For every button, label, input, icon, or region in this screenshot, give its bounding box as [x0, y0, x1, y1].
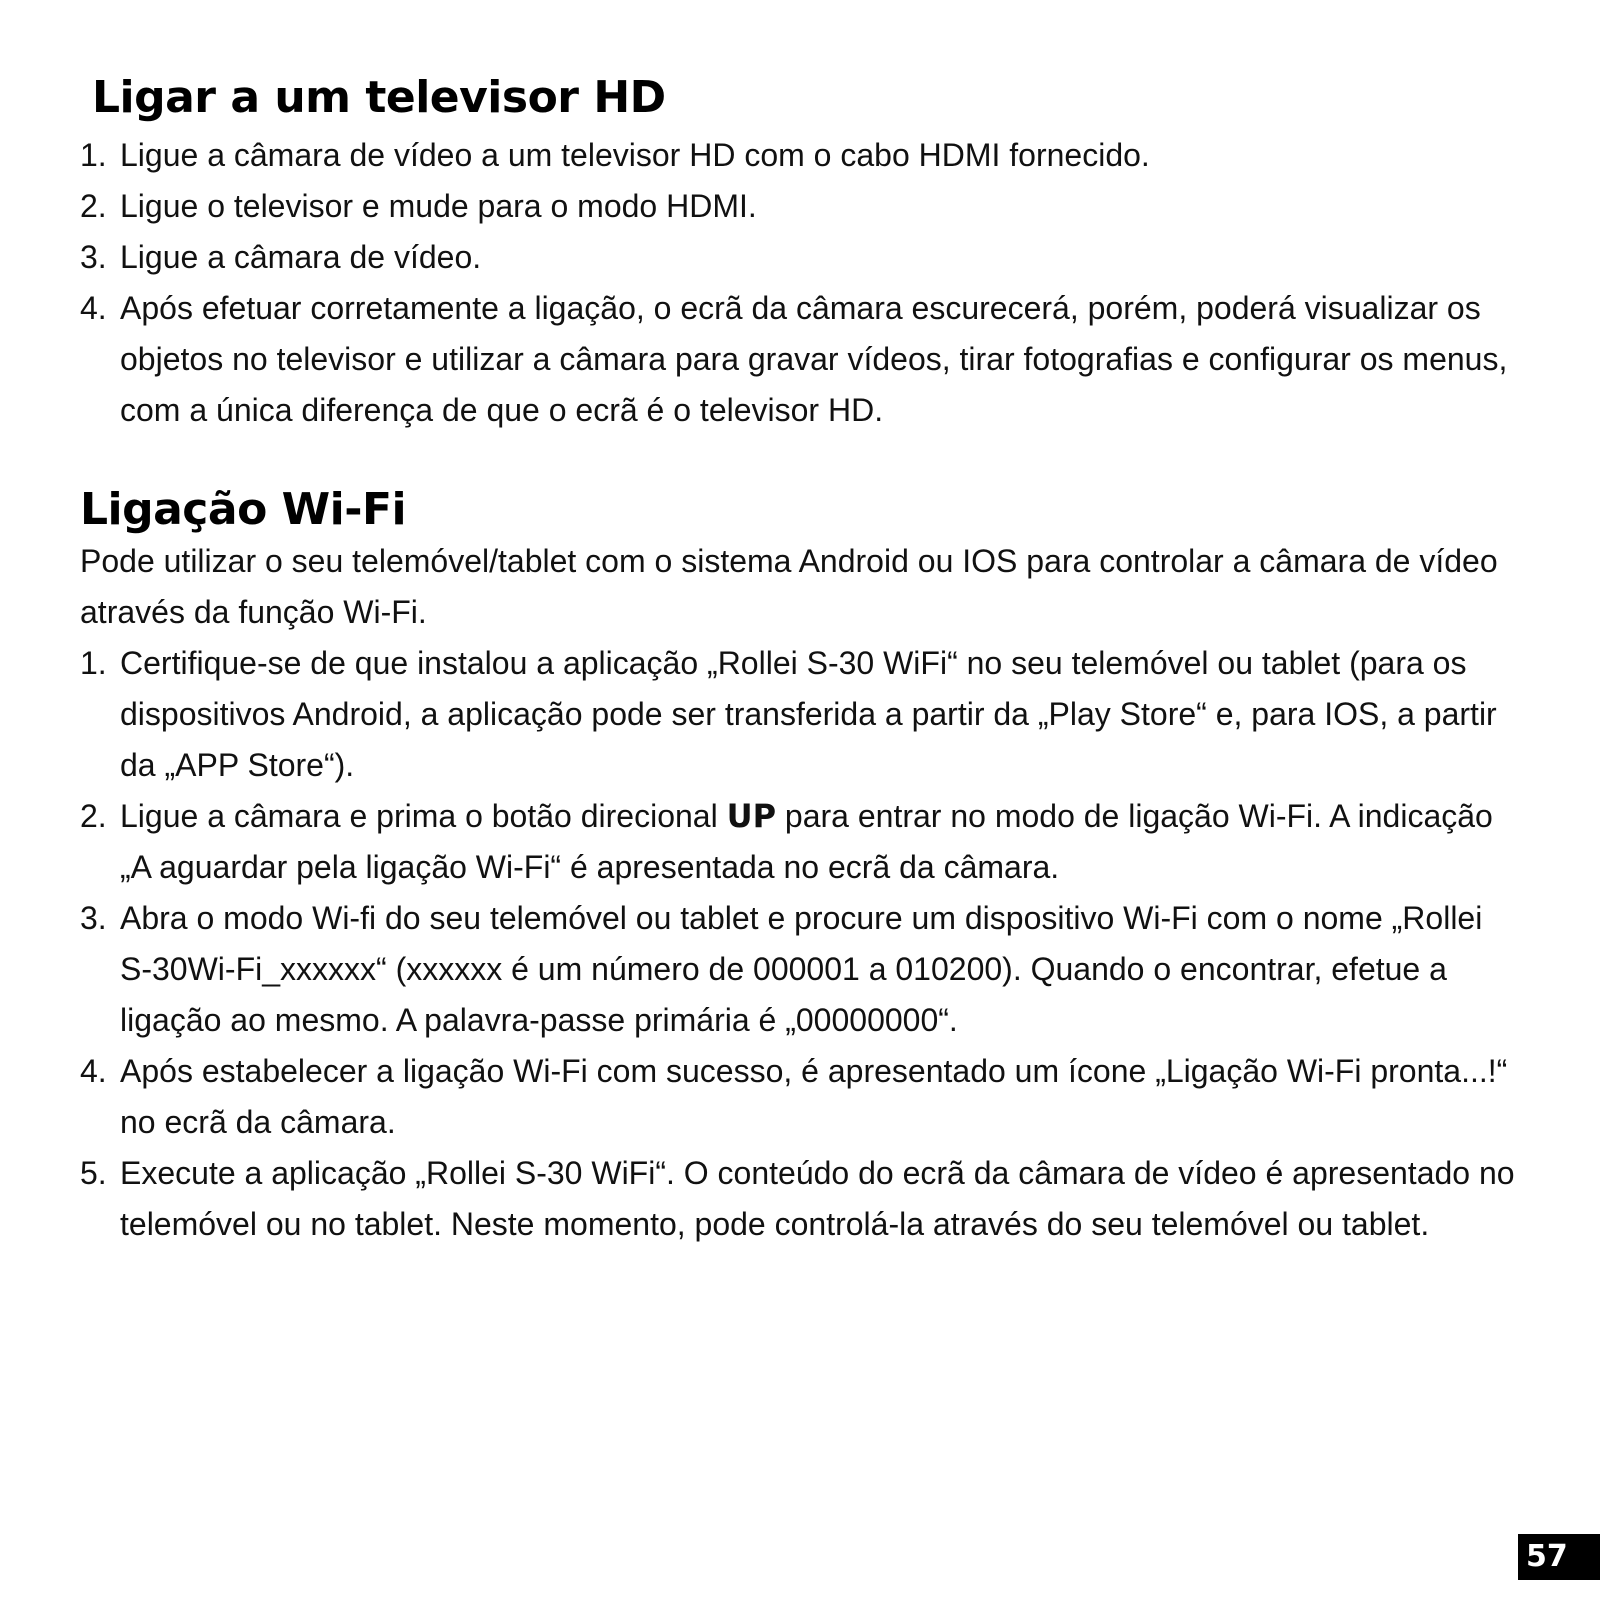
step-text: S-30Wi-Fi_xxxxxx“ (xxxxxx é um número de 000001 a 010200). Quando o encontrar, efetue a	[120, 951, 1447, 987]
step-text: Ligue a câmara de vídeo.	[120, 239, 482, 275]
step-number: 2.	[80, 798, 107, 834]
list-item	[80, 181, 1520, 232]
step-text: „A aguardar pela ligação Wi-Fi“ é apresentada no ecrã da câmara.	[120, 849, 1060, 885]
step-text: Execute a aplicação „Rollei S-30 WiFi“. O conteúdo do ecrã da câmara de vídeo é apresentado no	[120, 1155, 1515, 1191]
up-button-label: UP	[726, 797, 777, 835]
list-item	[80, 791, 1520, 893]
step-number: 3.	[80, 239, 107, 275]
step-text: no ecrã da câmara.	[120, 1104, 396, 1140]
wifi-instructions	[80, 536, 1520, 1250]
list-item	[80, 638, 1520, 791]
section-title-hdtv: Ligar a um televisor HD	[92, 72, 666, 123]
step-text: dispositivos Android, a aplicação pode ser transferida a partir da „Play Store“ e, para IOS, a partir	[120, 696, 1497, 732]
step-text: Certifique-se de que instalou a aplicação „Rollei S-30 WiFi“ no seu telemóvel ou tablet (para os	[120, 645, 1467, 681]
step-text: com a única diferença de que o ecrã é o televisor HD.	[120, 392, 884, 428]
step-text: da „APP Store“).	[120, 747, 355, 783]
step-text: Após estabelecer a ligação Wi-Fi com sucesso, é apresentado um ícone „Ligação Wi-Fi pronta...!“	[120, 1053, 1508, 1089]
wifi-steps-list	[80, 638, 1520, 1250]
intro-text: através da função Wi-Fi.	[80, 594, 427, 630]
hdtv-steps-list	[80, 130, 1520, 436]
step-text: objetos no televisor e utilizar a câmara para gravar vídeos, tirar fotografias e configurar os menus,	[120, 341, 1508, 377]
step-text: telemóvel ou no tablet. Neste momento, pode controlá-la através do seu telemóvel ou tablet.	[120, 1206, 1430, 1242]
step-text-part: Ligue a câmara e prima o botão direcional	[120, 798, 727, 834]
list-item	[80, 893, 1520, 1046]
step-number: 1.	[80, 645, 107, 681]
step-text: Ligue a câmara de vídeo a um televisor HD com o cabo HDMI fornecido.	[120, 137, 1150, 173]
section-title-wifi: Ligação Wi-Fi	[80, 484, 407, 535]
step-number: 3.	[80, 900, 107, 936]
intro-text: Pode utilizar o seu telemóvel/tablet com o sistema Android ou IOS para controlar a câmara de vídeo	[80, 543, 1498, 579]
list-item	[80, 1148, 1520, 1250]
step-text: Ligue o televisor e mude para o modo HDMI.	[120, 188, 757, 224]
step-number: 1.	[80, 137, 107, 173]
list-item	[80, 1046, 1520, 1148]
list-item	[80, 130, 1520, 181]
step-text-part: para entrar no modo de ligação Wi-Fi. A indicação	[776, 798, 1493, 834]
step-number: 4.	[80, 290, 107, 326]
step-number: 5.	[80, 1155, 107, 1191]
step-number: 2.	[80, 188, 107, 224]
page-number: 57	[1518, 1534, 1600, 1580]
step-text	[120, 791, 1520, 842]
step-text: ligação ao mesmo. A palavra-passe primária é „00000000“.	[120, 1002, 958, 1038]
list-item	[80, 283, 1520, 436]
list-item	[80, 232, 1520, 283]
hdtv-instructions	[80, 130, 1520, 436]
step-text: Abra o modo Wi-fi do seu telemóvel ou tablet e procure um dispositivo Wi-Fi com o nome „Rollei	[120, 900, 1483, 936]
step-number: 4.	[80, 1053, 107, 1089]
step-text: Após efetuar corretamente a ligação, o ecrã da câmara escurecerá, porém, poderá visualizar os	[120, 290, 1481, 326]
